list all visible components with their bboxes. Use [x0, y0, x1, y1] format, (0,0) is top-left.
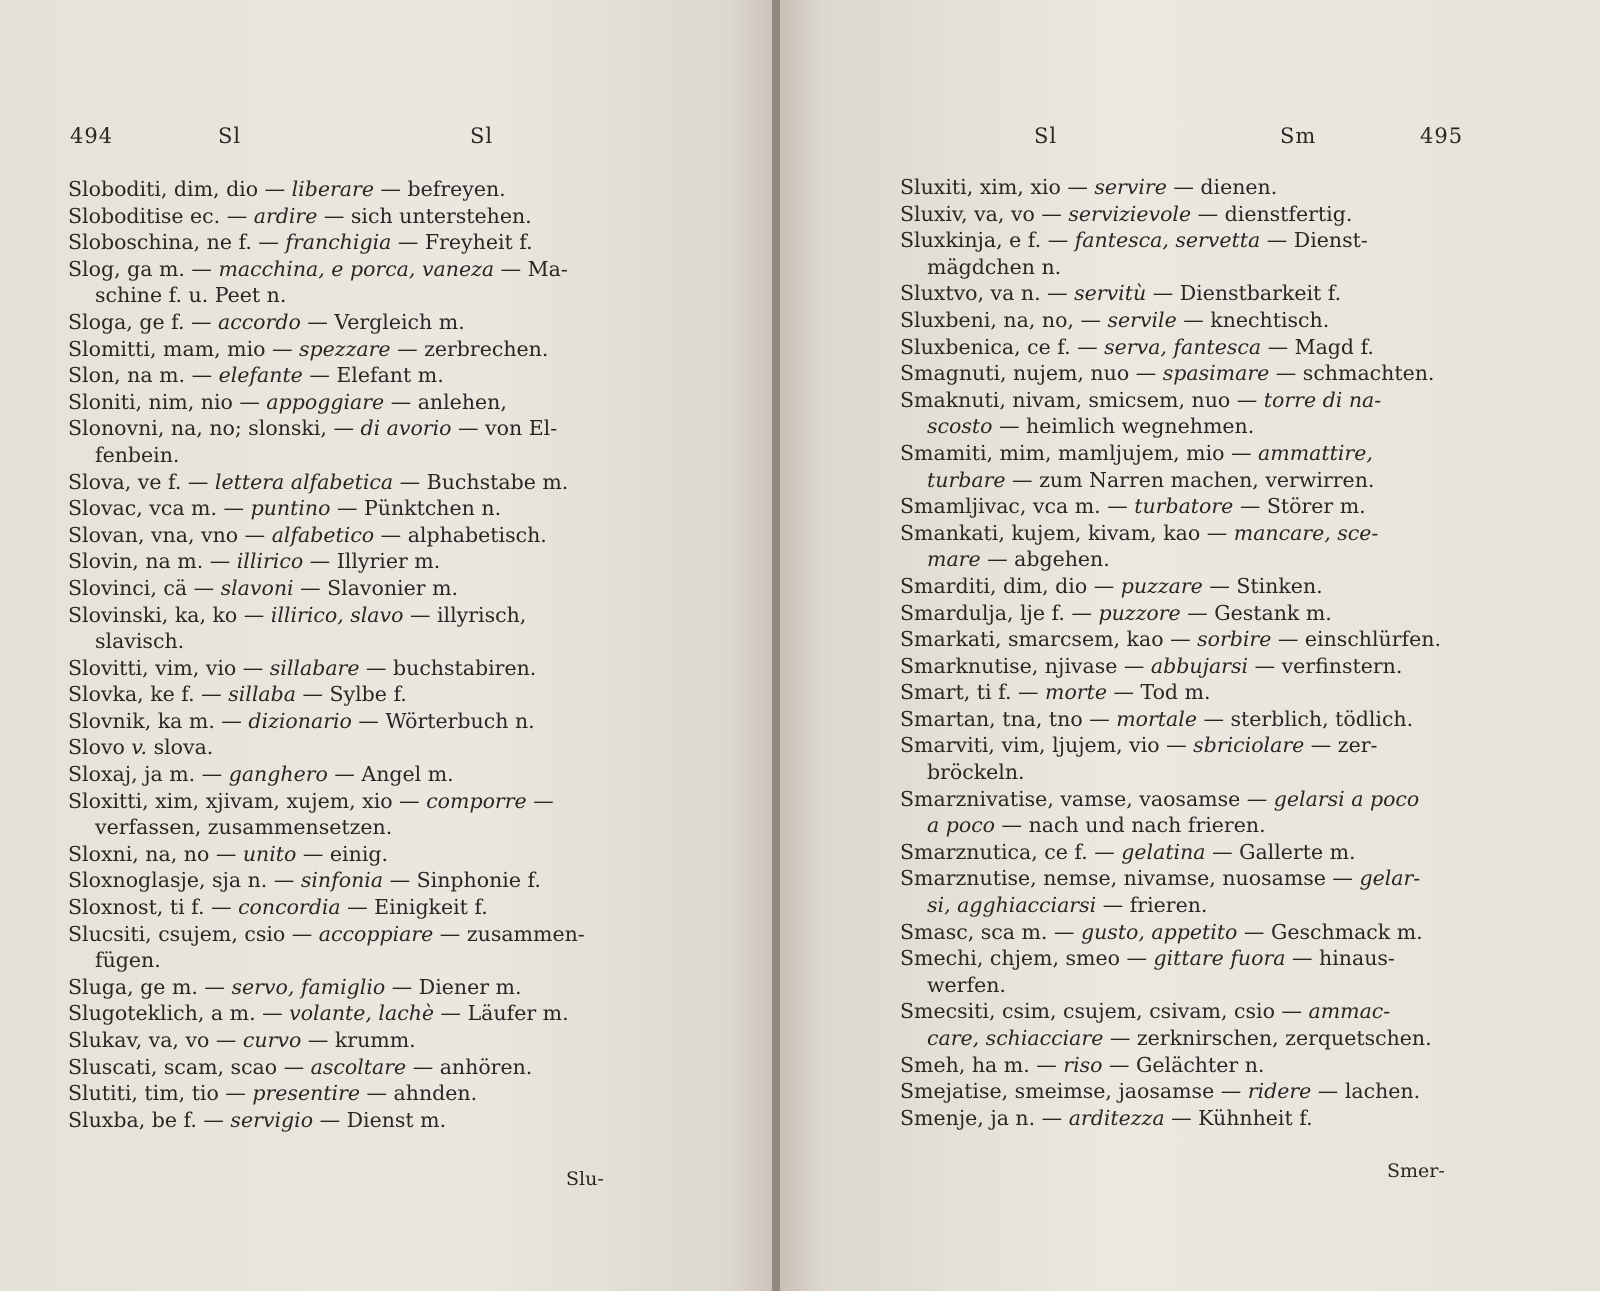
entry-text: Smechi, chjem, smeo — — [900, 946, 1154, 971]
entry-text: schine f. u. Peet n. — [95, 283, 287, 308]
entry-text: Smamiti, mim, mamljujem, mio — — [900, 440, 1259, 465]
entry-text: Slukav, va, vo — — [68, 1028, 243, 1052]
entry-text: — Tod m. — [1106, 680, 1211, 705]
entry-text: Smeh, ha m. — — [900, 1052, 1064, 1077]
dictionary-entry — [900, 334, 1550, 361]
italian-gloss: ammac- — [1308, 999, 1391, 1024]
entry-text: — heimlich wegnehmen. — [992, 414, 1255, 439]
dictionary-entry — [900, 254, 1550, 281]
entry-text: — Gestank m. — [1180, 600, 1332, 625]
italian-gloss: sillaba — [228, 682, 296, 707]
dictionary-entry — [68, 282, 648, 309]
dictionary-entry — [900, 440, 1550, 467]
dictionary-entry — [900, 227, 1550, 254]
dictionary-entry — [900, 493, 1550, 520]
italian-gloss: spasimare — [1162, 361, 1270, 386]
dictionary-entry — [900, 998, 1550, 1025]
entry-text: — befreyen. — [373, 177, 506, 201]
italian-gloss: ardire — [253, 203, 318, 228]
entry-text: Slovan, vna, vno — — [68, 522, 272, 547]
italian-gloss: macchina, e porca, vaneza — [218, 256, 495, 281]
entry-text: — Ma- — [494, 256, 568, 281]
dictionary-entry — [68, 841, 648, 868]
italian-gloss: lettera alfabetica — [214, 469, 394, 494]
italian-gloss: si, agghiacciarsi — [927, 893, 1097, 918]
running-head: Sm — [1280, 124, 1317, 148]
entry-text: — schmachten. — [1269, 361, 1435, 386]
dictionary-entry — [900, 1105, 1550, 1132]
italian-gloss: a poco — [927, 813, 996, 838]
entry-text: — frieren. — [1096, 893, 1208, 918]
dictionary-entry — [68, 389, 648, 416]
italian-gloss: franchigia — [285, 230, 392, 255]
entry-text: bröckeln. — [927, 760, 1025, 785]
dictionary-entry — [68, 309, 648, 336]
entry-text: Slon, na m. — — [68, 363, 219, 388]
dictionary-entry — [900, 706, 1550, 733]
entry-text: — zum Narren machen, verwirren. — [1005, 467, 1375, 492]
entry-text: Smaknuti, nivam, smicsem, nuo — — [900, 387, 1264, 412]
entry-text: — sich unterstehen. — [317, 203, 532, 228]
dictionary-entry — [68, 921, 648, 948]
dictionary-entry — [900, 201, 1550, 228]
dictionary-entry — [68, 469, 648, 496]
italian-gloss: ammattire, — [1258, 440, 1373, 465]
dictionary-entry — [900, 626, 1550, 653]
italian-gloss: elefante — [218, 363, 303, 388]
entry-text: — von El- — [451, 416, 558, 441]
dictionary-entry — [900, 573, 1550, 600]
catchword: Slu- — [566, 1168, 604, 1190]
italian-gloss: care, schiacciare — [927, 1026, 1104, 1050]
entry-text: fügen. — [95, 948, 161, 973]
page-number: 495 — [1420, 124, 1464, 148]
entry-text: Sluxba, be f. — — [68, 1107, 231, 1132]
dictionary-entry — [900, 865, 1550, 892]
dictionary-entry — [900, 972, 1550, 999]
entry-text: Smamljivac, vca m. — — [900, 494, 1135, 519]
dictionary-entry — [68, 708, 648, 735]
entry-text: Sloxaj, ja m. — — [68, 762, 229, 787]
dictionary-entry — [68, 548, 648, 575]
dictionary-entry — [900, 1025, 1550, 1052]
entry-text: — Slavonier m. — [293, 575, 459, 600]
italian-gloss: fantesca, servetta — [1074, 228, 1261, 253]
italian-gloss: gelatina — [1121, 839, 1206, 864]
italian-gloss: torre di na- — [1263, 387, 1382, 412]
entry-text: Smasc, sca m. — — [900, 919, 1081, 944]
italian-gloss: puzzore — [1098, 600, 1181, 625]
running-head: Sl — [470, 124, 494, 148]
entry-text: — Stinken. — [1202, 573, 1323, 598]
entry-text: Smardulja, lje f. — — [900, 600, 1099, 625]
italian-gloss: abbujarsi — [1150, 653, 1249, 678]
dictionary-entry — [900, 307, 1550, 334]
italian-gloss: illirico, slavo — [270, 602, 404, 627]
entry-text: Slonovni, na, no; slonski, — — [68, 416, 361, 441]
entry-text: — Gelächter n. — [1102, 1052, 1265, 1077]
italian-gloss: sbriciolare — [1193, 733, 1305, 758]
dictionary-entry — [68, 867, 648, 894]
right-page — [780, 0, 1600, 1291]
entry-text: Sloboschina, ne f. — — [68, 230, 286, 255]
dictionary-entry — [900, 360, 1550, 387]
entry-text: — Gallerte m. — [1205, 839, 1356, 864]
dictionary-entry — [900, 413, 1550, 440]
entry-text: — alphabetisch. — [374, 522, 547, 547]
entry-text: Sluxbenica, ce f. — — [900, 334, 1105, 359]
entry-text: Slovin, na m. — — [68, 549, 237, 574]
entry-text: — knechtisch. — [1176, 307, 1330, 332]
dictionary-entry — [900, 174, 1550, 201]
entry-text: — einschlürfen. — [1271, 627, 1442, 652]
entry-text: Sluxiti, xim, xio — — [900, 175, 1095, 199]
italian-gloss: servile — [1107, 307, 1177, 332]
entry-text: Smart, ti f. — — [900, 680, 1045, 705]
entry-text: — Läufer m. — [434, 1001, 569, 1026]
entry-text: — nach und nach frieren. — [995, 813, 1266, 838]
dictionary-entry — [68, 974, 648, 1001]
entry-text: Smarditi, dim, dio — — [900, 573, 1121, 598]
dictionary-entry — [900, 653, 1550, 680]
dictionary-entry — [900, 467, 1550, 494]
italian-gloss: mare — [927, 547, 981, 572]
entry-text: mägdchen n. — [927, 254, 1062, 279]
italian-gloss: gelar- — [1359, 866, 1421, 891]
entry-text: Slugoteklich, a m. — — [68, 1001, 290, 1026]
entry-text: — — [526, 788, 554, 813]
dictionary-entry — [68, 788, 648, 815]
entry-text: — anlehen, — [384, 389, 507, 414]
entry-text: Smecsiti, csim, csujem, csivam, csio — — [900, 999, 1309, 1024]
italian-gloss: appoggiare — [266, 389, 385, 414]
italian-gloss: servitù — [1074, 281, 1147, 306]
entry-text: — krumm. — [301, 1028, 416, 1052]
entry-text: Smarznutise, nemse, nivamse, nuosamse — — [900, 866, 1360, 891]
dictionary-entry — [68, 495, 648, 522]
dictionary-entry — [68, 229, 648, 256]
dictionary-entry — [68, 203, 648, 230]
entry-text: Smarznutica, ce f. — — [900, 839, 1122, 864]
entry-text: — abgehen. — [980, 547, 1110, 572]
entry-text: fenbein. — [95, 442, 180, 467]
entry-text: — Vergleich m. — [300, 309, 465, 334]
entry-text: Smejatise, smeimse, jaosamse — — [900, 1079, 1248, 1104]
entry-text: — Dienst- — [1260, 228, 1368, 253]
dictionary-entry — [68, 575, 648, 602]
entry-text: Sluxkinja, e f. — — [900, 228, 1075, 253]
entry-text: Slovac, vca m. — — [68, 496, 251, 521]
italian-gloss: dizionario — [248, 708, 352, 733]
italian-gloss: serva, fantesca — [1104, 334, 1262, 359]
entry-text: Slova, ve f. — — [68, 469, 215, 494]
entry-text: — einig. — [296, 841, 389, 866]
entry-text: Slovitti, vim, vio — — [68, 655, 270, 680]
entry-text: — Dienst m. — [313, 1107, 447, 1132]
italian-gloss: accoppiare — [318, 921, 434, 946]
dictionary-entry — [68, 894, 648, 921]
italian-gloss: presentire — [252, 1081, 361, 1106]
entry-text: Smartan, tna, tno — — [900, 706, 1117, 731]
dictionary-entry — [68, 256, 648, 283]
italian-gloss: sillabare — [269, 655, 360, 680]
running-head: Sl — [218, 124, 242, 148]
italian-gloss: servire — [1094, 175, 1167, 199]
italian-gloss: gelarsi a poco — [1273, 786, 1420, 811]
entry-text: Slovo — [68, 735, 132, 760]
dictionary-entry — [68, 628, 648, 655]
dictionary-entry — [68, 415, 648, 442]
entry-text: — dienstfertig. — [1191, 201, 1353, 226]
dictionary-entry — [68, 681, 648, 708]
italian-gloss: turbare — [927, 467, 1006, 492]
entry-text: — zerbrechen. — [390, 336, 549, 361]
italian-gloss: di avorio — [360, 416, 452, 441]
entry-text: — Illyrier m. — [303, 549, 441, 574]
entry-text: Smarviti, vim, ljujem, vio — — [900, 733, 1194, 758]
italian-gloss: servo, famiglio — [231, 974, 386, 999]
dictionary-entry — [68, 655, 648, 682]
dictionary-entry — [900, 546, 1550, 573]
left-page — [0, 0, 776, 1291]
entry-text: — Freyheit f. — [391, 230, 533, 255]
entry-text: Slucsiti, csujem, csio — — [68, 921, 319, 946]
italian-gloss: spezzare — [299, 336, 391, 361]
dictionary-entry — [900, 759, 1550, 786]
dictionary-entry — [900, 600, 1550, 627]
italian-gloss: unito — [242, 841, 297, 866]
entry-text: — Geschmack m. — [1237, 919, 1423, 944]
italian-gloss: puntino — [250, 496, 331, 521]
entry-text: Sluga, ge m. — — [68, 974, 232, 999]
italian-gloss: scosto — [927, 414, 993, 439]
dictionary-entry — [900, 280, 1550, 307]
dictionary-entry — [68, 602, 648, 629]
dictionary-entry — [68, 1027, 648, 1054]
dictionary-entry — [900, 1078, 1550, 1105]
italian-gloss: servigio — [230, 1107, 314, 1132]
italian-gloss: turbatore — [1134, 494, 1234, 519]
italian-gloss: ganghero — [228, 762, 328, 787]
entry-text: — Kühnheit f. — [1164, 1105, 1313, 1130]
entry-text: Slovka, ke f. — — [68, 682, 229, 707]
entry-text: — Magd f. — [1261, 334, 1374, 359]
dictionary-entry — [900, 679, 1550, 706]
entry-text: Sloniti, nim, nio — — [68, 389, 267, 414]
entry-list — [68, 176, 648, 1133]
entry-text: — ahnden. — [360, 1081, 478, 1106]
italian-gloss: v. — [131, 735, 148, 760]
dictionary-entry — [68, 947, 648, 974]
entry-text: Smankati, kujem, kivam, kao — — [900, 520, 1234, 545]
entry-text: — anhören. — [406, 1054, 533, 1079]
italian-gloss: accordo — [218, 309, 301, 334]
entry-text: Sloboditi, dim, dio — — [68, 177, 292, 201]
entry-text: Sloxni, na, no — — [68, 841, 243, 866]
italian-gloss: volante, lachè — [289, 1001, 435, 1026]
dictionary-entry — [68, 336, 648, 363]
entry-text: Sloxnoglasje, sja n. — — [68, 868, 301, 893]
entry-text: slova. — [147, 735, 214, 760]
entry-text: Sloxnost, ti f. — — [68, 895, 239, 920]
entry-text: Smenje, ja n. — — [900, 1105, 1069, 1130]
entry-text: — Wörterbuch n. — [351, 708, 535, 733]
italian-gloss: arditezza — [1068, 1105, 1165, 1130]
entry-text: Sluxbeni, na, no, — — [900, 307, 1108, 332]
entry-text: Sluscati, scam, scao — — [68, 1054, 311, 1079]
entry-text: Smarknutise, njivase — — [900, 653, 1151, 678]
entry-text: Slovnik, ka m. — — [68, 708, 249, 733]
dictionary-entry — [900, 387, 1550, 414]
entry-text: — Angel m. — [327, 762, 454, 787]
catchword: Smer- — [1387, 1160, 1445, 1182]
entry-text: — dienen. — [1166, 175, 1278, 199]
entry-text: Slovinski, ka, ko — — [68, 602, 271, 627]
entry-text: Smagnuti, nujem, nuo — — [900, 361, 1163, 386]
italian-gloss: gittare fuora — [1153, 946, 1286, 971]
italian-gloss: ascoltare — [310, 1054, 407, 1079]
italian-gloss: mancare, sce- — [1233, 520, 1379, 545]
dictionary-entry — [68, 1107, 648, 1134]
italian-gloss: illirico — [236, 549, 304, 574]
entry-text: Slovinci, cä — — [68, 575, 221, 600]
entry-text: — Elefant m. — [302, 363, 444, 388]
entry-text: — Pünktchen n. — [330, 496, 502, 521]
dictionary-entry — [900, 945, 1550, 972]
dictionary-entry — [68, 734, 648, 761]
dictionary-entry — [68, 442, 648, 469]
dictionary-entry — [900, 919, 1550, 946]
entry-text: — Einigkeit f. — [340, 895, 488, 920]
italian-gloss: servizievole — [1068, 201, 1192, 226]
dictionary-entry — [68, 1080, 648, 1107]
running-head: Sl — [1034, 124, 1058, 148]
dictionary-entry — [900, 812, 1550, 839]
entry-text: — Buchstabe m. — [393, 469, 569, 494]
italian-gloss: gusto, appetito — [1080, 919, 1238, 944]
entry-text: — Diener m. — [385, 974, 522, 999]
entry-text: — Sinphonie f. — [383, 868, 541, 893]
italian-gloss: liberare — [291, 177, 374, 201]
italian-gloss: riso — [1063, 1052, 1103, 1077]
italian-gloss: comporre — [426, 788, 527, 813]
entry-text: Smarznivatise, vamse, vaosamse — — [900, 786, 1274, 811]
dictionary-entry — [68, 761, 648, 788]
entry-text: Smarkati, smarcsem, kao — — [900, 627, 1198, 652]
italian-gloss: alfabetico — [271, 522, 375, 547]
dictionary-entry — [68, 1054, 648, 1081]
entry-text: — zusammen- — [433, 921, 585, 946]
entry-text: — Dienstbarkeit f. — [1146, 281, 1342, 306]
dictionary-entry — [900, 732, 1550, 759]
italian-gloss: concordia — [238, 895, 341, 920]
dictionary-entry — [900, 1052, 1550, 1079]
dictionary-entry — [68, 814, 648, 841]
entry-text: Slog, ga m. — — [68, 256, 219, 281]
entry-text: verfassen, zusammensetzen. — [95, 815, 393, 840]
italian-gloss: sorbire — [1197, 627, 1272, 652]
dictionary-entry — [900, 520, 1550, 547]
dictionary-entry — [900, 786, 1550, 813]
entry-text: werfen. — [927, 972, 1006, 997]
entry-text: — Störer m. — [1233, 494, 1366, 519]
dictionary-entry — [68, 362, 648, 389]
italian-gloss: morte — [1045, 680, 1107, 705]
page-number: 494 — [70, 124, 114, 148]
entry-text: — verfinstern. — [1248, 653, 1403, 678]
entry-text: — zerknirschen, zerquetschen. — [1103, 1026, 1432, 1050]
dictionary-entry — [900, 839, 1550, 866]
italian-gloss: slavoni — [220, 575, 294, 600]
italian-gloss: sinfonia — [300, 868, 384, 893]
italian-gloss: curvo — [242, 1028, 302, 1052]
entry-text: Sloxitti, xim, xjivam, xujem, xio — — [68, 788, 427, 813]
entry-text: — zer- — [1304, 733, 1378, 758]
dictionary-entry — [68, 1000, 648, 1027]
entry-text: — sterblich, tödlich. — [1196, 706, 1414, 731]
dictionary-entry — [68, 522, 648, 549]
entry-text: — Sylbe f. — [295, 682, 407, 707]
entry-text: Sloga, ge f. — — [68, 309, 218, 334]
dictionary-entry — [900, 892, 1550, 919]
entry-text: — buchstabiren. — [359, 655, 537, 680]
entry-text: — lachen. — [1311, 1079, 1421, 1104]
entry-text: Slutiti, tim, tio — — [68, 1081, 253, 1106]
entry-text: — illyrisch, — [403, 602, 527, 627]
dictionary-entry — [68, 176, 648, 203]
entry-text: Slomitti, mam, mio — — [68, 336, 300, 361]
entry-text: slavisch. — [95, 629, 185, 654]
entry-list — [900, 174, 1550, 1131]
italian-gloss: ridere — [1247, 1079, 1312, 1104]
entry-text: Sloboditise ec. — — [68, 203, 254, 228]
entry-text: Sluxiv, va, vo — — [900, 201, 1069, 226]
entry-text: Sluxtvo, va n. — — [900, 281, 1075, 306]
entry-text: — hinaus- — [1285, 946, 1395, 971]
italian-gloss: mortale — [1116, 706, 1197, 731]
italian-gloss: puzzare — [1120, 573, 1203, 598]
